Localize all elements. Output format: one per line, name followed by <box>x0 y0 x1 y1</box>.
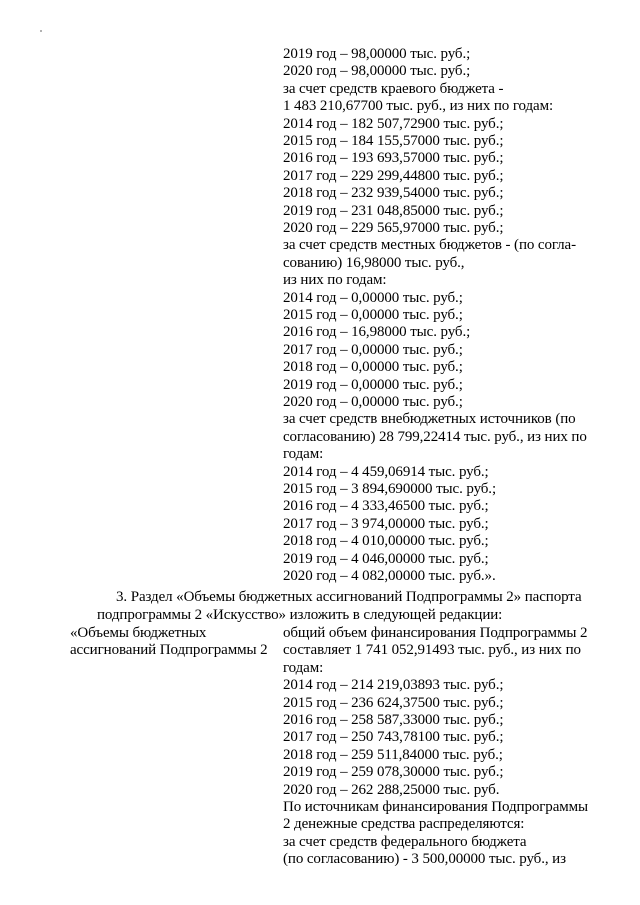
table-value-line: 2016 год – 258 587,33000 тыс. руб.; <box>283 712 504 728</box>
budget-line: 2016 год – 193 693,57000 тыс. руб.; <box>283 150 504 167</box>
table-label-line: ассигнований Подпрограммы 2 <box>70 642 268 659</box>
table-value-line: 2019 год – 259 078,30000 тыс. руб.; <box>283 764 504 781</box>
budget-line: 2014 год – 4 459,06914 тыс. руб.; <box>283 463 489 480</box>
budget-line: сованию) 16,98000 тыс. руб., <box>283 254 465 271</box>
budget-line: 2019 год – 4 046,00000 тыс. руб.; <box>283 550 489 567</box>
paragraph-line-2: подпрограммы 2 «Искусство» изложить в следующей редакции: <box>97 607 503 623</box>
table-label-line: «Объемы бюджетных <box>70 625 207 641</box>
budget-line: 2020 год – 4 082,00000 тыс. руб.». <box>283 568 496 584</box>
budget-line: 2019 год – 98,00000 тыс. руб.; <box>283 46 471 62</box>
budget-line: 2015 год – 3 894,690000 тыс. руб.; <box>283 481 497 497</box>
budget-line: 2018 год – 0,00000 тыс. руб.; <box>283 359 463 376</box>
budget-line: 2014 год – 0,00000 тыс. руб.; <box>283 289 463 306</box>
table-value-line: 2015 год – 236 624,37500 тыс. руб.; <box>283 694 504 711</box>
budget-line: 2015 год – 184 155,57000 тыс. руб.; <box>283 133 504 149</box>
budget-line: 1 483 210,67700 тыс. руб., из них по годам: <box>283 98 554 115</box>
budget-line: 2016 год – 4 333,46500 тыс. руб.; <box>283 498 489 515</box>
table-value-line: 2020 год – 262 288,25000 тыс. руб. <box>283 781 500 798</box>
table-value-line: 2017 год – 250 743,78100 тыс. руб.; <box>283 729 504 746</box>
budget-line: годам: <box>283 446 324 463</box>
budget-line: за счет средств краевого бюджета - <box>283 80 504 97</box>
table-value-line: 2014 год – 214 219,03893 тыс. руб.; <box>283 677 504 694</box>
table-value-line: 2018 год – 259 511,84000 тыс. руб.; <box>283 746 503 763</box>
budget-line: 2018 год – 4 010,00000 тыс. руб.; <box>283 533 489 550</box>
budget-line: 2019 год – 0,00000 тыс. руб.; <box>283 376 463 393</box>
budget-line: 2015 год – 0,00000 тыс. руб.; <box>283 307 463 323</box>
paragraph-line-1: 3. Раздел «Объемы бюджетных ассигнований Подпрограммы 2» паспорта <box>116 589 582 605</box>
budget-line: 2018 год – 232 939,54000 тыс. руб.; <box>283 185 504 202</box>
budget-line: 2017 год – 0,00000 тыс. руб.; <box>283 341 463 358</box>
budget-line: из них по годам: <box>283 272 387 289</box>
budget-line: 2020 год – 98,00000 тыс. руб.; <box>283 63 471 80</box>
table-value-line: годам: <box>283 659 324 676</box>
budget-line: 2017 год – 3 974,00000 тыс. руб.; <box>283 515 489 532</box>
table-value-line: По источникам финансирования Подпрограммы <box>283 799 589 815</box>
table-value-line: 2 денежные средства распределяются: <box>283 816 525 833</box>
table-value-line: составляет 1 741 052,91493 тыс. руб., из них по <box>283 642 581 659</box>
budget-line: 2020 год – 229 565,97000 тыс. руб.; <box>283 220 504 236</box>
budget-line: за счет средств внебюджетных источников (по <box>283 411 576 428</box>
table-value-line: общий объем финансирования Подпрограммы 2 <box>283 625 588 641</box>
budget-line: 2020 год – 0,00000 тыс. руб.; <box>283 394 463 410</box>
budget-line: 2016 год – 16,98000 тыс. руб.; <box>283 324 471 341</box>
budget-line: 2017 год – 229 299,44800 тыс. руб.; <box>283 167 504 184</box>
budget-line: 2014 год – 182 507,72900 тыс. руб.; <box>283 115 504 132</box>
table-value-line: за счет средств федерального бюджета <box>283 833 527 850</box>
table-value-line: (по согласованию) - 3 500,00000 тыс. руб., из <box>283 851 566 868</box>
scan-speck <box>40 30 42 32</box>
budget-line: согласованию) 28 799,22414 тыс. руб., из них по <box>283 428 587 445</box>
budget-line: за счет средств местных бюджетов - (по согла- <box>283 237 577 254</box>
budget-line: 2019 год – 231 048,85000 тыс. руб.; <box>283 202 504 219</box>
